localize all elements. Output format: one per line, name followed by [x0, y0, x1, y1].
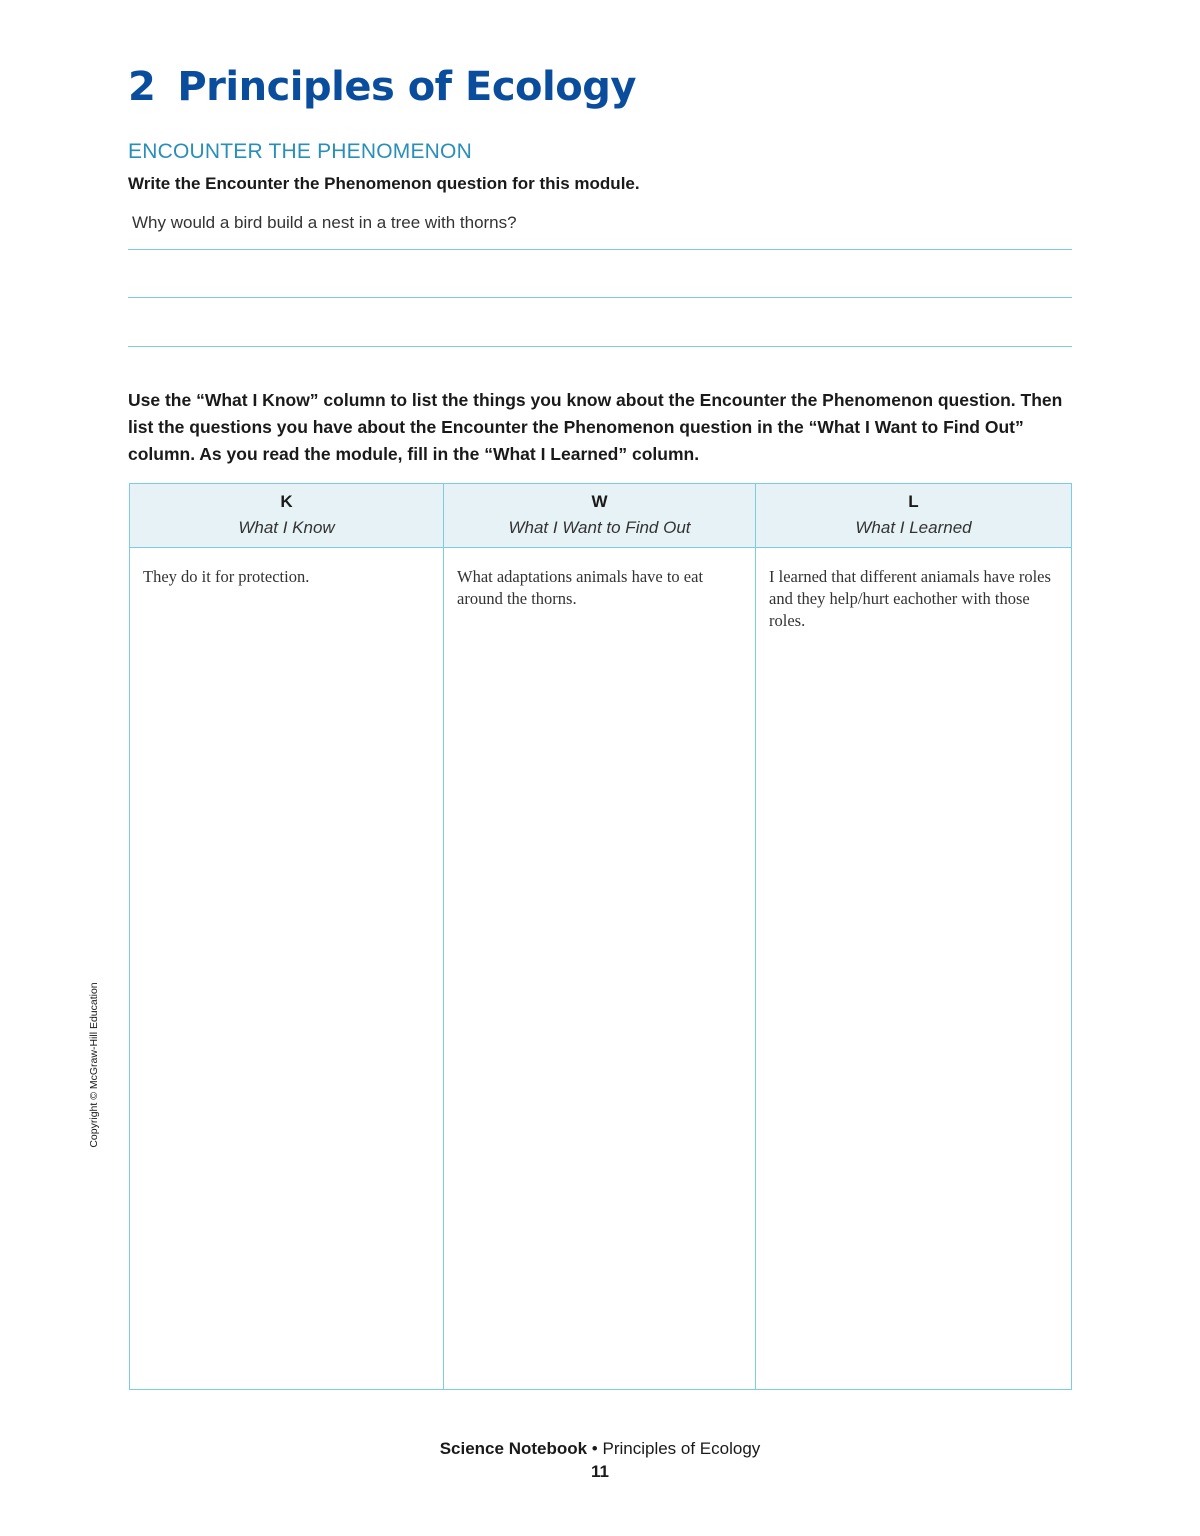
kwl-cell-learned[interactable]	[756, 548, 1072, 1390]
module-number: 2	[128, 64, 156, 110]
question-answer[interactable]: Why would a bird build a nest in a tree with thorns?	[132, 213, 517, 232]
kwl-header-want	[444, 484, 756, 548]
kwl-header-learned	[756, 484, 1072, 548]
footer-notebook-title: Science Notebook	[439, 1439, 588, 1458]
footer-separator: •	[587, 1439, 603, 1458]
column-letter: K	[280, 492, 293, 511]
column-label: What I Learned	[855, 518, 972, 537]
column-letter: W	[591, 492, 608, 511]
kwl-chart	[129, 483, 1072, 1390]
footer	[0, 1439, 1200, 1459]
kwl-want-text: What adaptations animals have to eat around the thorns.	[457, 567, 704, 608]
column-letter: L	[908, 492, 919, 511]
answer-line-3	[128, 346, 1072, 347]
section-heading: ENCOUNTER THE PHENOMENON	[128, 140, 472, 163]
kwl-cell-know[interactable]	[130, 548, 444, 1390]
page-number: 11	[591, 1462, 609, 1481]
kwl-cell-want[interactable]	[444, 548, 756, 1390]
column-label: What I Want to Find Out	[508, 518, 691, 537]
answer-line-2	[128, 297, 1072, 298]
page-title	[128, 64, 636, 110]
kwl-learned-text: I learned that different aniamals have roles and they help/hurt eachother with those roles.	[769, 567, 1051, 630]
kwl-header-row	[130, 484, 1072, 548]
copyright-notice: Copyright © McGraw-Hill Education	[88, 982, 100, 1148]
kwl-header-know	[130, 484, 444, 548]
footer-module-name: Principles of Ecology	[602, 1439, 761, 1458]
kwl-instructions: Use the “What I Know” column to list the things you know about the Encounter the Phenomenon question. Then list the questions you have about the Encounter the Phenomenon question in the “What I Want to Find Out” column. As you read the module, fill in the “What I Learned” column.	[128, 390, 1063, 464]
kwl-know-text: They do it for protection.	[143, 567, 310, 586]
answer-line-1	[128, 249, 1072, 250]
module-title: Principles of Ecology	[177, 64, 636, 110]
kwl-body-row	[130, 548, 1072, 1390]
question-prompt: Write the Encounter the Phenomenon question for this module.	[128, 174, 640, 193]
column-label: What I Know	[238, 518, 335, 537]
